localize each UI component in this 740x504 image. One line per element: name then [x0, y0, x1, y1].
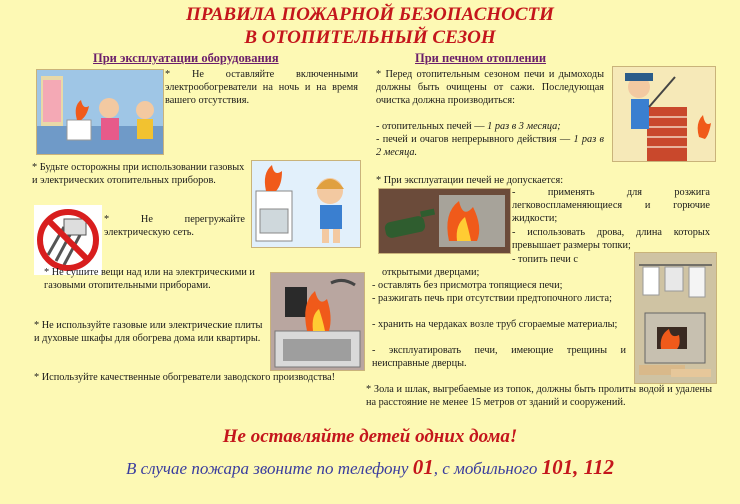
- child-stove-picture: [251, 160, 361, 248]
- right-rule-2e: - разжигать печь при отсутствии предтопочного листа;: [372, 293, 612, 304]
- right-rule-1: * Перед отопительным сезоном печи и дымоходы должны быть очищены от сажи. Последующая очистка должна производиться:: [376, 69, 604, 106]
- right-rule-2d: - оставлять без присмотра топящиеся печи;: [372, 280, 563, 291]
- right-section-heading: При печном отоплении: [415, 51, 547, 65]
- right-rule-1b: [376, 133, 604, 159]
- right-rule-2a: - применять для розжига легковоспламеняющиеся и горючие жидкости;: [512, 187, 710, 224]
- left-rule-3: * Не перегружайте электрическую сеть.: [104, 214, 245, 238]
- overload-prohibited-icon: [34, 205, 102, 275]
- right-rule-3: * Зола и шлак, выгребаемые из топок, должны быть пролиты водой и удалены на расстояние не менее 15 метров от зданий и сооружений.: [366, 384, 712, 408]
- left-rule-6: * Используйте качественные обогреватели заводского производства!: [34, 372, 336, 383]
- bottle-fire-picture: [378, 188, 511, 254]
- left-rule-4: * Не сушите вещи над или на электрическими и газовыми отопительными приборами.: [44, 267, 255, 291]
- children-warning: Не оставляйте детей одних дома!: [222, 426, 518, 447]
- right-rule-2c: - топить печи с: [512, 254, 578, 265]
- right-rule-1a: [376, 120, 604, 133]
- left-rule-5: * Не используйте газовые или электрические плиты и духовые шкафы для обогрева дома или квартиры.: [34, 320, 263, 344]
- right-rule-1b-period: 1 раз в 2 месяца.: [376, 134, 604, 158]
- right-rule-2: * При эксплуатации печей не допускается:: [376, 175, 564, 186]
- burning-stove-picture: [270, 272, 365, 371]
- right-rule-2g: - эксплуатировать печи, имеющие трещины и неисправные дверцы.: [372, 345, 626, 369]
- phone-number-mobile: 101, 112: [541, 455, 614, 479]
- right-rule-1a-period: 1 раз в 3 месяца;: [487, 121, 561, 132]
- right-rule-1b-text: - печей и очагов непрерывного действия —: [376, 134, 574, 145]
- call-mid: , с мобильного: [433, 459, 542, 478]
- left-section-heading: При эксплуатации оборудования: [93, 51, 279, 65]
- phone-number-landline: 01: [412, 455, 434, 479]
- poster-title-line2: В ОТОПИТЕЛЬНЫЙ СЕЗОН: [244, 27, 496, 48]
- poster-title-line1: ПРАВИЛА ПОЖАРНОЙ БЕЗОПАСНОСТИ: [186, 4, 554, 25]
- call-prefix: В случае пожара звоните по телефону: [126, 459, 413, 478]
- right-rule-2f: - хранить на чердаках возле труб сгораемые материалы;: [372, 319, 618, 330]
- left-rule-2: * Будьте осторожны при использовании газовых и электрических отопительных приборов.: [32, 162, 245, 186]
- right-rule-1a-text: - отопительных печей —: [376, 121, 488, 132]
- drying-clothes-stove-picture: [634, 252, 717, 384]
- children-heater-picture: [36, 69, 164, 155]
- right-rule-2c-cont: открытыми дверцами;: [382, 267, 480, 278]
- right-rule-2b: - использовать дрова, длина которых превышает размеры топки;: [512, 227, 710, 251]
- left-rule-1: * Не оставляйте включенными электрообогреватели на ночь и на время вашего отсутствия.: [165, 69, 358, 106]
- chimney-sweep-picture: [612, 66, 716, 162]
- emergency-call-line: [0, 455, 740, 480]
